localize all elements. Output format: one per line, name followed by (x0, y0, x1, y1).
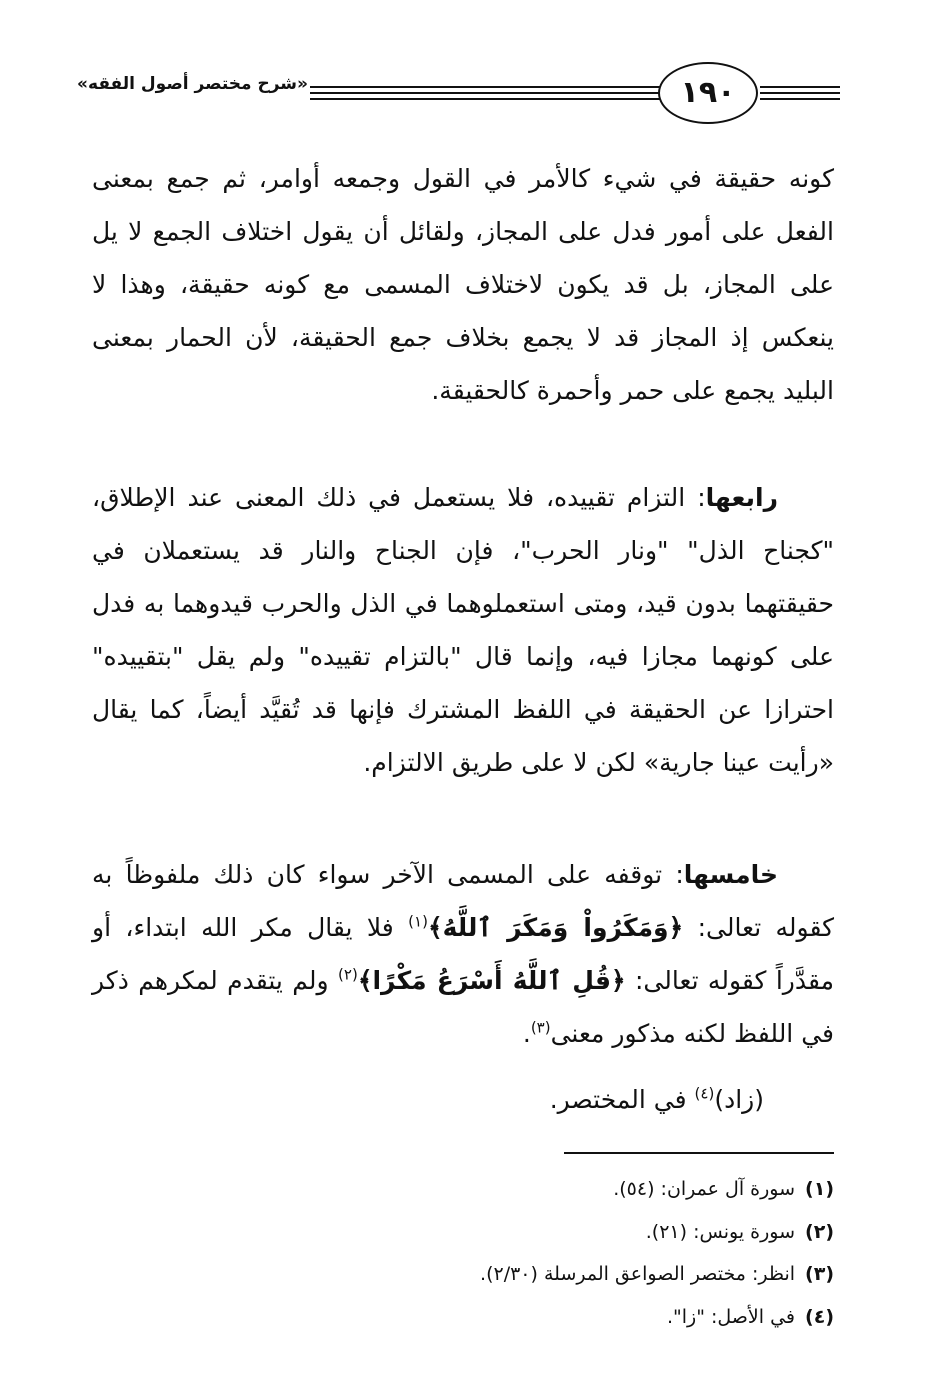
footnote-ref-4[interactable]: (٤) (694, 1084, 715, 1103)
paragraph-3-text: : توقفه على المسمى الآخر سواء كان ذلك ملفوظاً به كقوله تعالى: (92, 860, 835, 942)
footnote-text: سورة آل عمران: (٥٤). (613, 1178, 796, 1200)
quran-verse-2: ﴿قُلِ ٱللَّهُ أَسْرَعُ مَكْرًا﴾ (357, 966, 626, 995)
footnote-number: (٤) (805, 1305, 834, 1328)
paragraph-3 (92, 848, 834, 1060)
footnote-text: انظر: مختصر الصواعق المرسلة (٢/٣٠). (480, 1263, 796, 1285)
paragraph-3-lead: خامسها (683, 860, 778, 889)
footnote-number: (٣) (805, 1263, 834, 1285)
paragraph-4-text: في المختصر. (549, 1085, 695, 1114)
footnote-ref-2[interactable]: (٢) (338, 965, 358, 984)
footnotes (104, 1168, 834, 1338)
paragraph-3-text: ولم يتقدم لمكرهم ذكر في اللفظ لكنه مذكور معنى (92, 966, 834, 1048)
footnote-ref-3[interactable]: (٣) (530, 1018, 551, 1037)
footnote-number: (٢) (805, 1220, 834, 1243)
footnote-text: في الأصل: "زا". (667, 1305, 796, 1328)
page-number: ١٩٠ (658, 62, 758, 124)
header-rule (760, 98, 840, 100)
header-rule (310, 86, 660, 88)
footnote-item (104, 1211, 834, 1254)
footnote-item (104, 1296, 834, 1339)
paragraph-2-text: : التزام تقييده، فلا يستعمل في ذلك المعنى عند الإطلاق، "كجناح الذل" "ونار الحرب"، فإن الجناح والنار قد يستعملان في حقيقتهما بدون قيد، ومتى استعملوهما في الذل والحرب قيدوهما به فدل على كونهما مجازا فيه، وإنما قال "بالتزام تقييده" ولم يقل "بتقييده" احترازا عن الحقيقة في اللفظ المشترك فإنها قد تُقيَّد أيضاً، كما يقال «رأيت عينا جارية» لكن لا على طريق الالتزام. (92, 483, 834, 777)
footnote-number: (١) (805, 1178, 834, 1200)
footnote-ref-1[interactable]: (١) (408, 912, 428, 931)
paragraph-1 (92, 152, 834, 417)
paragraph-1-text: كونه حقيقة في شيء كالأمر في القول وجمعه أوامر، ثم جمع بمعنى الفعل على أمور فدل على المجاز، ولقائل أن يقول اختلاف الجمع لا يل على المجاز، بل قد يكون لاختلاف المسمى مع كونه حقيقة، وهذا لا ينعكس إذ المجاز قد لا يجمع بخلاف جمع الحقيقة، لأن الحمار بمعنى البليد يجمع على حمر وأحمرة كالحقيقة. (92, 164, 834, 405)
running-title: «شرح مختصر أصول الفقه» (77, 74, 308, 94)
footnote-separator (564, 1152, 834, 1154)
header-rule (310, 92, 660, 94)
page-header (77, 58, 840, 128)
paragraph-4-text: (زاد) (714, 1085, 764, 1114)
footnote-text: سورة يونس: (٢١). (645, 1220, 796, 1243)
paragraph-2-lead: رابعها (705, 483, 778, 512)
footnote-item (104, 1253, 834, 1296)
quran-verse-1: ﴿وَمَكَرُواْ وَمَكَرَ ٱللَّهُ﴾ (427, 913, 684, 942)
header-rule (760, 92, 840, 94)
paragraph-2 (92, 471, 834, 789)
footnote-item (104, 1168, 834, 1211)
paragraph-3-text: فلا يقال مكر الله ابتداء، أو مقدَّراً كقوله تعالى: (92, 913, 834, 995)
header-rule (760, 86, 840, 88)
header-rule (310, 98, 660, 100)
paragraph-4 (92, 1073, 834, 1126)
paragraph-3-text: . (522, 1019, 531, 1048)
